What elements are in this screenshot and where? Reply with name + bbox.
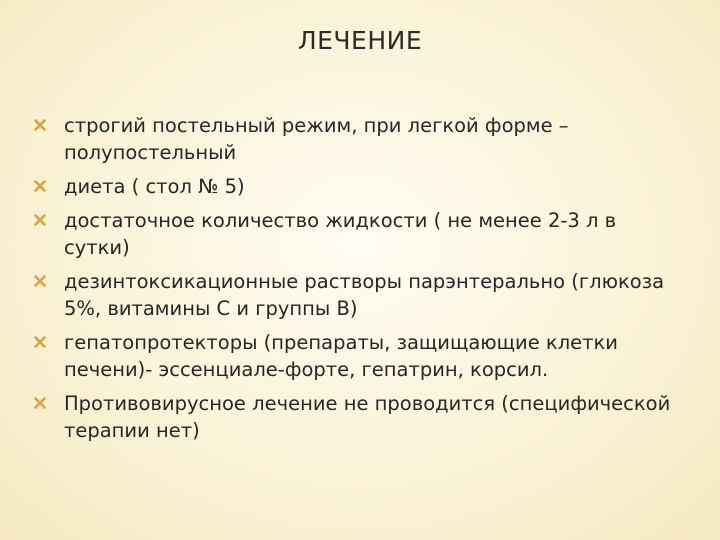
list-item bbox=[34, 207, 684, 261]
x-bullet-icon bbox=[34, 336, 46, 348]
list-item bbox=[34, 173, 684, 200]
list-item bbox=[34, 112, 684, 166]
bullet-text: достаточное количество жидкости ( не менее 2-3 л в сутки) bbox=[64, 209, 617, 259]
x-bullet-icon bbox=[34, 397, 46, 409]
x-bullet-icon bbox=[34, 180, 46, 192]
bullet-text: Противовирусное лечение не проводится (специфической терапии нет) bbox=[64, 392, 671, 442]
list-item bbox=[34, 390, 684, 444]
x-bullet-icon bbox=[34, 119, 46, 131]
bullet-text: строгий постельный режим, при легкой форме – полупостельный bbox=[64, 114, 569, 164]
x-bullet-icon bbox=[34, 214, 46, 226]
bullet-text: дезинтоксикационные растворы парэнтерально (глюкоза 5%, витамины С и группы В) bbox=[64, 270, 665, 320]
bullet-text: гепатопротекторы (препараты, защищающие клетки печени)- эссенциале-форте, гепатрин, корсил. bbox=[64, 331, 618, 381]
list-item bbox=[34, 268, 684, 322]
x-bullet-icon bbox=[34, 275, 46, 287]
bullet-text: диета ( стол № 5) bbox=[64, 175, 245, 198]
list-item bbox=[34, 329, 684, 383]
bullet-list bbox=[34, 112, 684, 451]
slide-title: ЛЕЧЕНИЕ bbox=[297, 26, 423, 55]
